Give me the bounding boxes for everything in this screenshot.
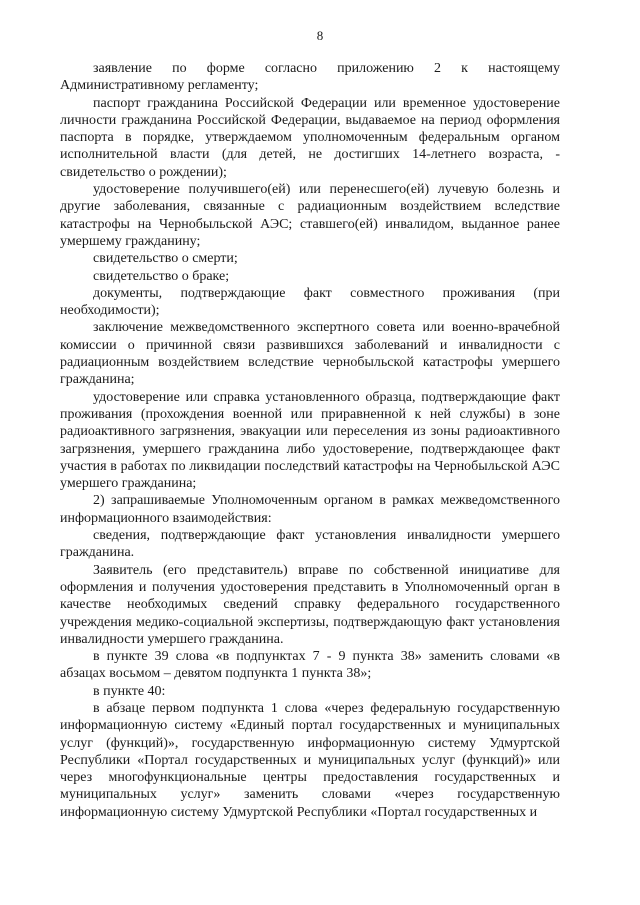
paragraph-radiation-certificate: удостоверение получившего(ей) или перенесшего(ей) лучевую болезнь и другие заболевания, связанные с радиационным воздействием вследствие катастрофы на Чернобыльской АЭС; ставшего(ей) инвалидом, выданное ранее умершему гражданину; bbox=[60, 182, 560, 249]
paragraph-point-40: в пункте 40: bbox=[93, 683, 166, 699]
page-number: 8 bbox=[316, 28, 324, 43]
paragraph-disability-information: сведения, подтверждающие факт установления инвалидности умершего гражданина. bbox=[60, 528, 560, 561]
paragraph-point-40-amendment: в абзаце первом подпункта 1 слова «через федеральную государственную информационную систему «Единый портал государственных и муниципальных услуг (функций)», государственную информационную систему Удмуртской Республики «Портал государственных и муниципальных услуг (функций)» или через многофункциональные центры предоставления государственных и муниципальных услуг» заменить словами «через государственную информационную систему Удмуртской Республики «Портал государственных и bbox=[60, 700, 560, 820]
paragraph-application-form: заявление по форме согласно приложению 2 к настоящему Административному регламенту; bbox=[60, 61, 560, 94]
paragraph-passport: паспорт гражданина Российской Федерации или временное удостоверение личности гражданина Российской Федерации, выдаваемое на период оформления паспорта в порядке, утверждаемом уполномоченным федеральным органом исполнительной власти (для детей, не достигших 14-летнего возраста, - свидетельство о рождении); bbox=[60, 95, 560, 180]
paragraph-cohabitation-documents: документы, подтверждающие факт совместного проживания (при необходимости); bbox=[60, 285, 560, 319]
paragraph-death-certificate: свидетельство о смерти; bbox=[93, 251, 238, 267]
paragraph-applicant-initiative: Заявитель (его представитель) вправе по собственной инициативе для оформления и получения удостоверения представить в Уполномоченный орган в качестве необходимых сведений справку федерального государственного учреждения медико-социальной экспертизы, подтверждающую факт установления инвалидности умершего гражданина. bbox=[60, 562, 560, 647]
paragraph-expert-council-conclusion: заключение межведомственного экспертного совета или военно-врачебной комиссии о причинной связи развившихся заболеваний и инвалидности с радиационным воздействием вследствие чернобыльской катастрофы умершего гражданина; bbox=[60, 320, 560, 388]
document-body bbox=[60, 60, 560, 821]
paragraph-point-39: в пункте 39 слова «в подпунктах 7 - 9 пункта 38» заменить словами «в абзацах восьмом – девятом подпункта 1 пункта 38»; bbox=[60, 649, 560, 682]
paragraph-residence-certificate: удостоверение или справка установленного образца, подтверждающие факт проживания (прохождения военной или приравненной к ней службы) в зоне радиоактивного загрязнения, эвакуации или переселения из зоны радиоактивного загрязнения, умершего гражданина либо удостоверение, подтверждающее факт участия в работах по ликвидации последствий катастрофы на Чернобыльской АЭС умершего гражданина; bbox=[60, 389, 560, 492]
paragraph-requested-documents: 2) запрашиваемые Уполномоченным органом в рамках межведомственного информационного взаимодействия: bbox=[60, 493, 560, 526]
paragraph-marriage-certificate: свидетельство о браке; bbox=[93, 268, 230, 284]
